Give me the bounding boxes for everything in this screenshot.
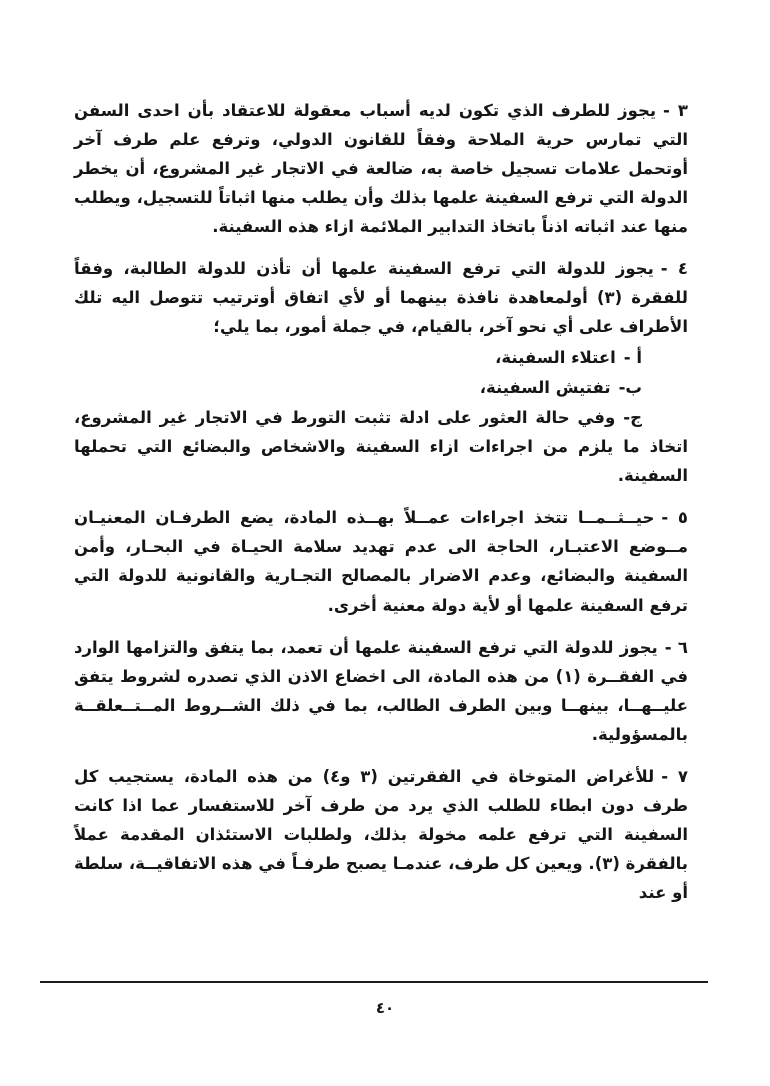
subitem-b (74, 373, 688, 402)
subitem-a (74, 343, 688, 372)
paragraph-6 (74, 633, 688, 749)
subitem-j-marker: ج- (623, 408, 642, 428)
paragraph-5-text: حيــثــمــا تتخذ اجراءات عمــلاً بهــذه المادة، يضع الطرفـان المعنيـان مــوضع الاعتبـار، الحاجة الى عدم تهديد سلامة الحيـاة في البحـار، وأمن السفينة والبضائع، وعدم الاضرار بالمصالح التجـارية والقانونية للدولة التي ترفع السفينة علمها أو لأية دولة معنية أخرى. (74, 508, 688, 615)
paragraph-4-marker: ٤ - (660, 259, 688, 279)
paragraph-5 (74, 503, 688, 619)
paragraph-4-subitems (74, 343, 688, 490)
paragraph-3 (74, 96, 688, 241)
subitem-j-text: وفي حالة العثور على ادلة تثبت التورط في الاتجار غير المشروع، اتخاذ ما يلزم من اجراءات ازاء السفينة والاشخاص والبضائع التي تحملها السفينة. (74, 408, 688, 486)
paragraph-4 (74, 254, 688, 341)
subitem-a-marker: أ - (623, 348, 642, 368)
paragraph-3-text: يجوز للطرف الذي تكون لديه أسباب معقولة للاعتقاد بأن احدى السفن التي تمارس حرية الملاحة وفقاً للقانون الدولي، وترفع علم طرف آخر أوتحمل علامات تسجيل خاصة به، ضالعة في الاتجار غير المشروع، أن يخطر الدولة التي ترفع السفينة علمها بذلك وأن يطلب منها اثباتاً للتسجيل، ويطلب منها عند اثباته اذناً باتخاذ التدابير الملائمة ازاء هذه السفينة. (74, 101, 688, 237)
paragraph-7-text: للأغراض المتوخاة في الفقرتين (٣ و٤) من هذه المادة، يستجيب كل طرف دون ابطاء للطلب الذي يرد من طرف آخر للاستفسار عما اذا كانت السفينة التي ترفع علمه مخولة بذلك، ولطلبات الاستئذان المقدمة عملاً بالفقرة (٣). ويعين كل طرف، عندمـا يصبح طرفـاً في هذه الاتفاقيــة، سلطة أو عند (74, 766, 688, 902)
subitem-a-text: اعتلاء السفينة، (495, 348, 616, 368)
page-number: ٤٠ (375, 999, 395, 1017)
subitem-b-text: تفتيش السفينة، (479, 378, 611, 398)
paragraph-6-marker: ٦ - (664, 637, 688, 657)
paragraph-7-marker: ٧ - (661, 766, 688, 786)
paragraph-7 (74, 762, 688, 907)
paragraph-5-marker: ٥ - (661, 508, 688, 528)
document-body (74, 96, 688, 920)
paragraph-4-text: يجوز للدولة التي ترفع السفينة علمها أن تأذن للدولة الطالبة، وفقاً للفقرة (٣) أولمعاهدة نافذة بينهما أو لأي اتفاق أوترتيب تتوصل اليه تلك الأطراف على أي نحو آخر، بالقيام، في جملة أمور، بما يلي؛ (74, 259, 688, 337)
subitem-b-marker: ب- (618, 378, 642, 398)
paragraph-3-marker: ٣ - (663, 101, 688, 120)
subitem-j (74, 403, 688, 490)
paragraph-6-text: يجوز للدولة التي ترفع السفينة علمها أن تعمد، بما يتفق والتزامها الوارد في الفقــرة (١) من هذه المادة، الى اخضاع الاذن الذي تصدره لشروط يتفق عليــهــا، بينهــا وبين الطرف الطالب، بما في ذلك الشــروط المــتــعلقــة بالمسؤولية. (74, 637, 688, 744)
footer-divider-line (40, 981, 708, 983)
